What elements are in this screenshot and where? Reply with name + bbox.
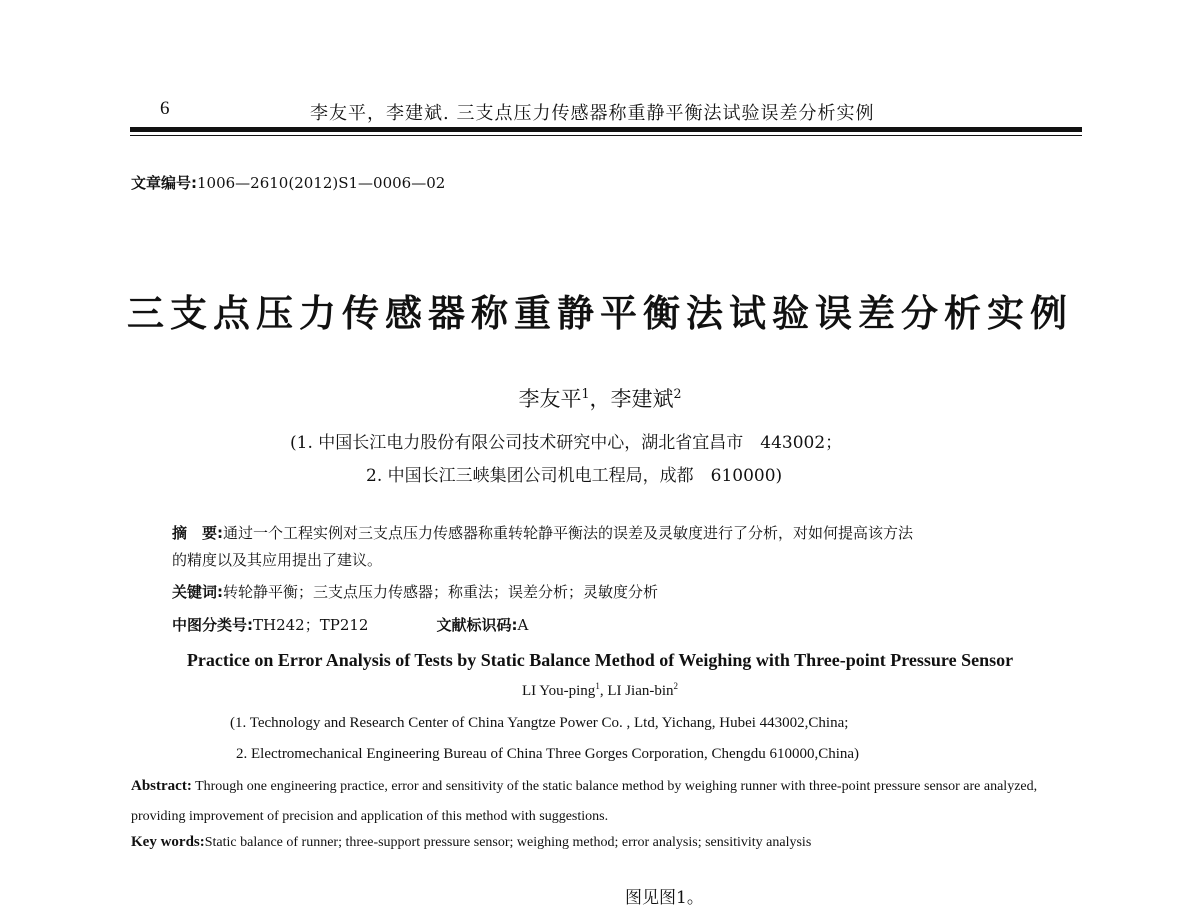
author-separator-en: ,	[599, 683, 608, 699]
clc-value: TH242；TP212	[253, 616, 369, 634]
article-number-label: 文章编号:	[131, 174, 197, 192]
affiliation-cn-2: 2. 中国长江三峡集团公司机电工程局，成都 610000)	[366, 466, 783, 486]
header-rule-thick	[130, 127, 1082, 132]
author-2-cn: 李建斌	[610, 387, 674, 411]
abstract-cn-text-1: 通过一个工程实例对三支点压力传感器称重转轮静平衡法的误差及灵敏度进行了分析，对如何提高该方法	[223, 524, 914, 542]
page-number: 6	[160, 98, 170, 119]
author-1-en-affil-mark: 1	[595, 681, 600, 691]
abstract-cn-line-2: 的精度以及其应用提出了建议。	[172, 551, 383, 569]
author-2-en: LI Jian-bin	[607, 683, 674, 699]
author-2-en-affil-mark: 2	[673, 681, 679, 691]
title-english: Practice on Error Analysis of Tests by Static Balance Method of Weighing with Three-point Pressure Sensor	[186, 650, 1014, 670]
authors-english	[0, 681, 1200, 700]
abstract-en-label: Abstract:	[131, 778, 192, 794]
clc-label: 中图分类号:	[172, 616, 253, 634]
doc-code-label: 文献标识码:	[436, 616, 518, 634]
abstract-chinese	[172, 520, 913, 574]
header-rule-thin	[130, 135, 1082, 136]
figure-reference: 图见图1。	[625, 888, 704, 908]
keywords-en-label: Key words:	[131, 834, 205, 850]
affiliation-en-1: (1. Technology and Research Center of China Yangtze Power Co. , Ltd, Yichang, Hubei 443002,China;	[230, 715, 849, 731]
abstract-english	[131, 771, 1081, 832]
author-1-cn-affil-mark: 1	[581, 386, 590, 401]
author-1-en: LI You-ping	[521, 683, 596, 699]
affiliation-en-2: 2. Electromechanical Engineering Bureau of China Three Gorges Corporation, Chengdu 610000,China)	[236, 746, 860, 762]
article-number	[131, 172, 445, 193]
abstract-en-text: Through one engineering practice, error and sensitivity of the static balance method by weighing runner with three-point pressure sensor are analyzed, providing improvement of precision and application of this method with suggestions.	[131, 779, 1038, 824]
keywords-cn-value: 转轮静平衡；三支点压力传感器；称重法；误差分析；灵敏度分析	[223, 583, 659, 601]
author-1-cn: 李友平	[518, 387, 582, 411]
keywords-english	[131, 834, 811, 851]
abstract-cn-label: 摘 要:	[172, 524, 223, 542]
doc-code-value: A	[517, 616, 529, 634]
title-chinese: 三支点压力传感器称重静平衡法试验误差分析实例	[127, 292, 1073, 335]
author-separator-cn: ，	[589, 387, 611, 411]
affiliation-cn-1: (1. 中国长江电力股份有限公司技术研究中心，湖北省宜昌市 443002；	[290, 433, 843, 453]
article-number-value: 1006—2610(2012)S1—0006—02	[197, 174, 446, 192]
keywords-en-value: Static balance of runner; three-support pressure sensor; weighing method; error analysis; sensitivity analysis	[204, 835, 812, 850]
authors-chinese	[0, 383, 1200, 413]
abstract-cn-line-1	[172, 520, 913, 547]
keywords-chinese	[172, 581, 658, 602]
classification-line	[172, 614, 528, 635]
keywords-cn-label: 关键词:	[172, 583, 223, 601]
author-2-cn-affil-mark: 2	[673, 386, 682, 401]
running-head: 李友平，李建斌. 三支点压力传感器称重静平衡法试验误差分析实例	[310, 103, 875, 124]
